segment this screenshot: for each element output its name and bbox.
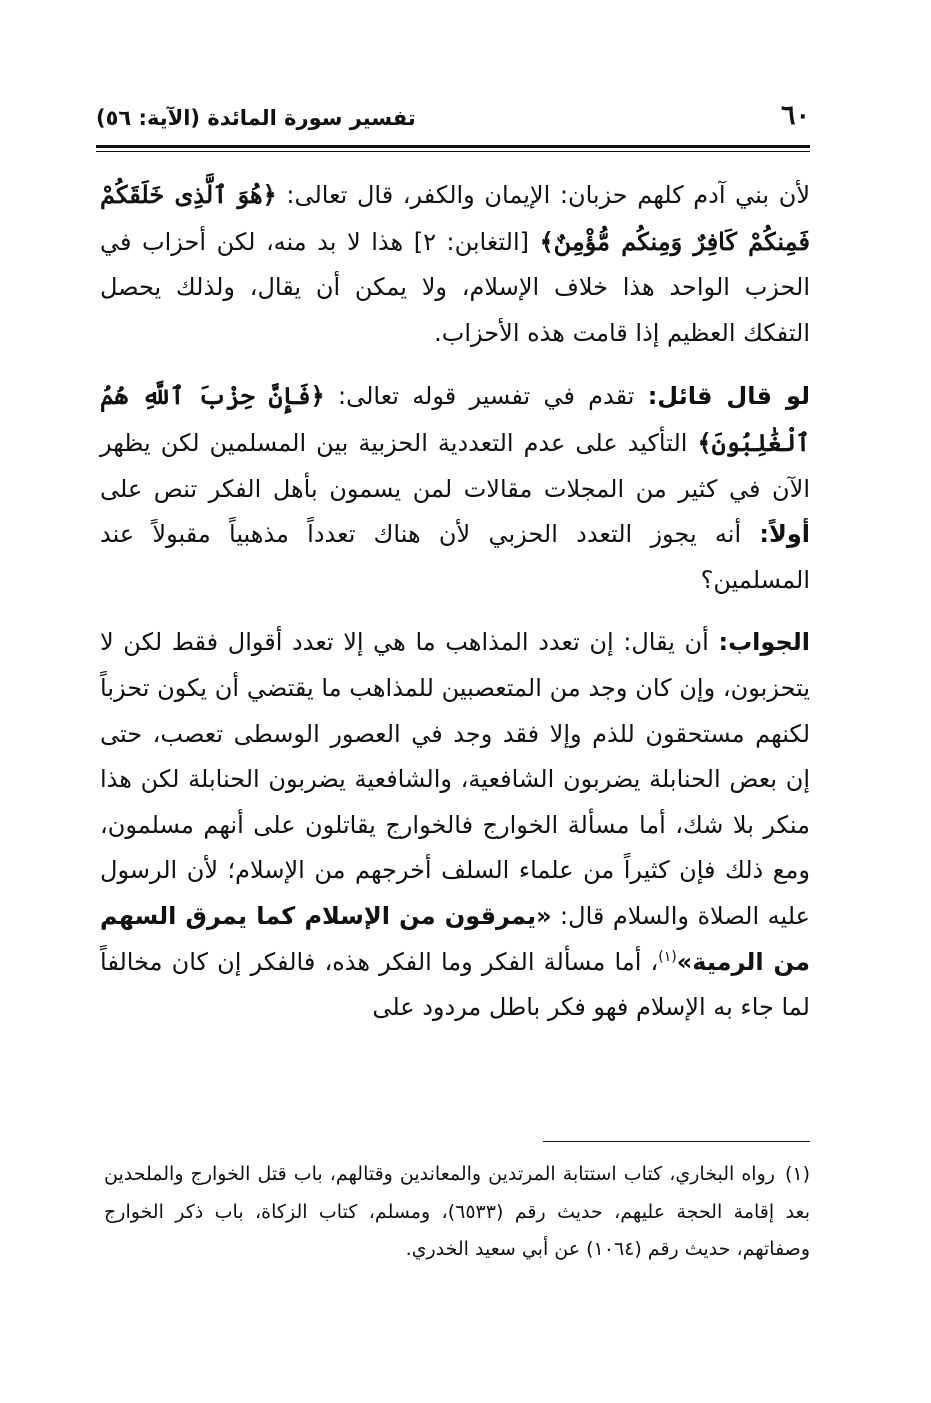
page-number: ٦٠ [780, 100, 810, 131]
quran-verse: ﴿فَإِنَّ حِزْبَ ٱللَّهِ هُمُ ٱلْغَٰلِبُونَ﴾ [100, 381, 810, 457]
paragraph-3 [100, 620, 810, 1030]
bold-term: أولاً: [759, 520, 810, 549]
footnote-reference[interactable]: (١) [658, 948, 677, 965]
footnote-text: رواه البخاري، كتاب استتابة المرتدين والمعاندين وقتالهم، باب قتل الخوارج والملحدين بعد إقامة الحجة عليهم، حديث رقم (٦٥٣٣)، ومسلم، كتاب الزكاة، باب ذكر الخوارج وصفاتهم، حديث رقم (١٠٦٤) عن أبي سعيد الخدري. [104, 1163, 811, 1260]
page-header [96, 100, 810, 140]
header-rule-thin [96, 151, 810, 152]
running-head: تفسير سورة المائدة (الآية: ٥٦) [96, 106, 416, 130]
footnote-separator [543, 1141, 810, 1142]
footnote-marker: (١) [784, 1163, 810, 1185]
text-run: [التغابن: ٢] هذا لا بد منه، لكن أحزاب في الحزب الواحد هذا خلاف الإسلام، ولا يمكن أن يقال، ولذلك يحصل التفكك العظيم إذا قامت هذه الأحزاب. [100, 227, 810, 347]
text-run: التأكيد على عدم التعددية الحزبية بين المسلمين لكن يظهر الآن في كثير من المجلات مقالات لمن يسمون بأهل الفكر تنص على [100, 428, 810, 503]
paragraph-2 [100, 373, 810, 603]
text-run: أن يقال: إن تعدد المذاهب ما هي إلا تعدد أقوال فقط لكن لا يتحزبون، وإن كان وجد من المتعصبين للمذاهب ما يقتضي أن يكون تحزباً لكنهم مستحقون للذم وإلا فقد وجد في العصور الوسطى تعصب، حتى إن بعض الحنابلة يضربون الشافعية، والشافعية يضربون الحنابلة لكن هذا منكر بلا شك، أما مسألة الخوارج فالخوارج يقاتلون على أنهم مسلمون، ومع ذلك فإن كثيراً من علماء السلف أخرجهم من الإسلام؛ لأن الرسول عليه الصلاة والسلام قال: [100, 628, 810, 930]
text-run: تقدم في تفسير قوله تعالى: [324, 382, 648, 411]
text-run: أنه يجوز التعدد الحزبي لأن هناك تعدداً مذهبياً مقبولاً عند المسلمين؟ [100, 520, 810, 594]
text-run: لأن بني آدم كلهم حزبان: الإيمان والكفر، قال تعالى: [276, 181, 811, 209]
answer-lead: الجواب: [718, 628, 810, 657]
text-run: ، أما مسألة الفكر وما الفكر هذه، فالفكر إن كان مخالفاً لما جاء به الإسلام فهو فكر باطل مردود على [100, 947, 810, 1022]
hadith-quote: «يمرقون من الإسلام كما يمرق السهم من الرمية» [100, 901, 810, 976]
main-text [100, 172, 810, 1031]
question-lead: لو قال قائل: [647, 382, 811, 411]
footnote [104, 1156, 810, 1269]
quran-verse: ﴿هُوَ ٱلَّذِى خَلَقَكُمْ فَمِنكُمْ كَافِرٌ وَمِنكُم مُّؤْمِنٌ﴾ [100, 180, 810, 256]
header-rule-thick [96, 145, 810, 148]
paragraph-1 [100, 172, 810, 356]
